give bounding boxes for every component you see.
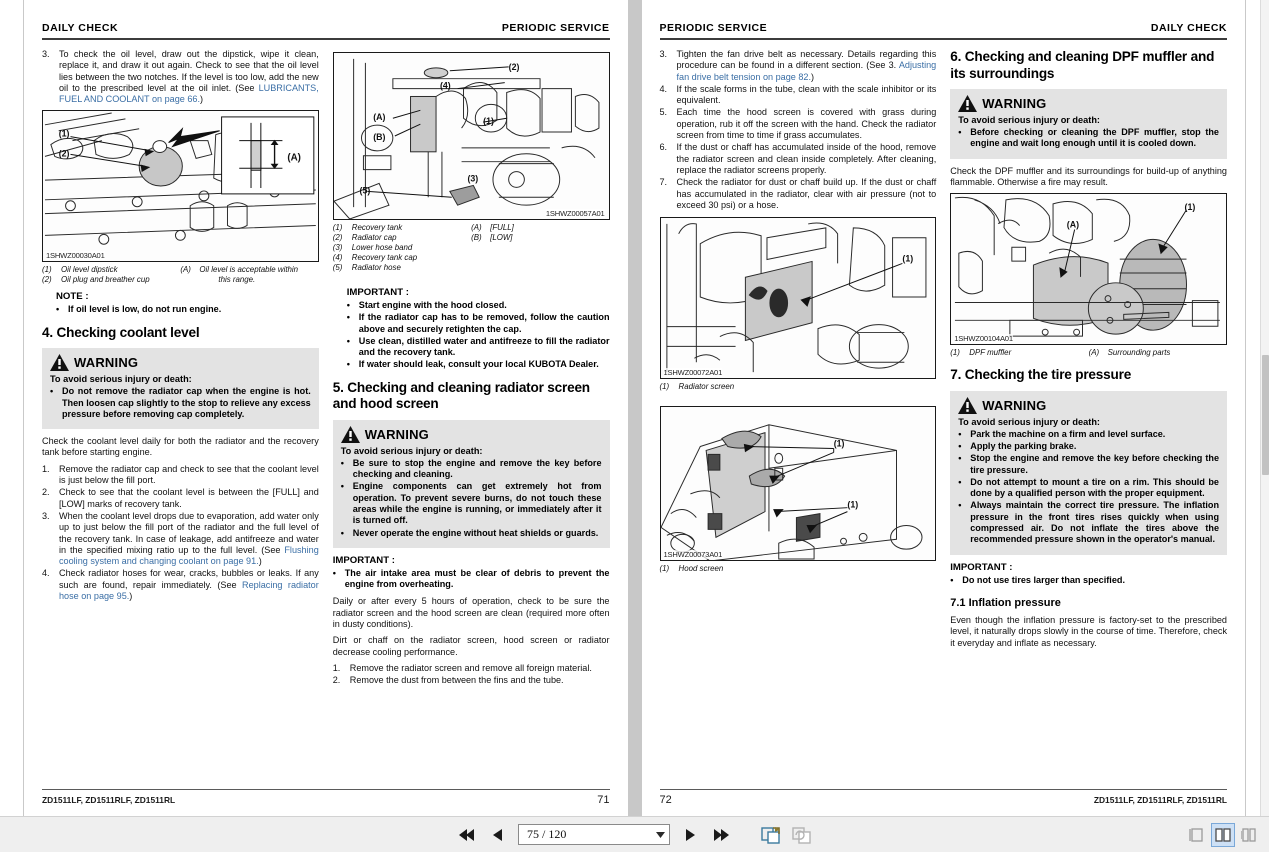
list-number: 1. — [42, 463, 50, 474]
warning-item-list — [958, 127, 1219, 150]
cross-reference-link[interactable]: Replacing radiator hose on page 95. — [59, 579, 319, 602]
svg-text:(2): (2) — [58, 148, 70, 159]
screen-step-list — [333, 663, 610, 687]
list-item: • The air intake area must be clear of debris to prevent the engine from overheating. — [333, 568, 610, 591]
single-page-view-button[interactable] — [1185, 823, 1209, 847]
list-item — [42, 487, 319, 510]
callout-key: (4) — [332, 253, 343, 262]
page-number-value: 75 / 120 — [527, 827, 567, 841]
single-page-view-icon — [1189, 827, 1205, 843]
page-columns-right — [660, 49, 1228, 789]
list-text: If the dust or chaff has accumulated inside of the hood, remove the radiator screen and clean inside completely. After cleaning, replace the radiator screens properly. — [676, 142, 937, 175]
figure-callout-list — [660, 382, 937, 392]
callout-row — [180, 265, 318, 285]
scrollbar-thumb[interactable] — [1262, 355, 1269, 475]
section-heading-7-1: 7.1 Inflation pressure — [950, 596, 1061, 609]
svg-text:(1): (1) — [833, 438, 844, 449]
figure-id-label: 1SHWZ00104A01 — [954, 334, 1013, 344]
callout-text: Radiator hose — [351, 263, 401, 272]
vertical-scrollbar[interactable] — [1260, 0, 1269, 816]
screen-paragraph-2: Dirt or chaff on the radiator screen, hood screen or radiator decrease cooling performance. — [332, 635, 610, 657]
callout-key: (1) — [950, 348, 960, 358]
list-item — [660, 142, 937, 176]
list-item: • Start engine with the hood closed. — [347, 300, 610, 311]
callout-row — [660, 382, 798, 392]
warning-triangle-icon — [958, 95, 977, 112]
toolbar-navigation-group — [456, 824, 813, 846]
screen-paragraph-1: Daily or after every 5 hours of operation, check to be sure the radiator screen and the hood screen are clean (required more often in dusty conditions). — [332, 596, 610, 630]
callout-text: DPF muffler — [969, 348, 1012, 358]
first-page-button[interactable] — [456, 824, 478, 846]
callout-key: (A) — [471, 223, 482, 232]
figure-radiator-screen — [660, 217, 937, 379]
first-page-icon — [458, 828, 476, 842]
warning-item-list — [50, 386, 311, 420]
svg-text:(1): (1) — [846, 499, 858, 510]
list-text: Check to see that the coolant level is between the [FULL] and [LOW] marks of recovery tank. — [59, 487, 319, 509]
callout-key: (A) — [180, 265, 191, 275]
see-prefix: (See — [261, 544, 285, 555]
cross-reference-link[interactable]: Flushing cooling system and changing coolant on page 91. — [59, 544, 319, 567]
note-item-list — [56, 304, 319, 315]
page-footer-right — [660, 789, 1228, 816]
previous-page-button[interactable] — [487, 824, 509, 846]
warning-label: WARNING — [74, 355, 139, 371]
warning-box-radiator-screen — [333, 420, 610, 548]
two-page-view-icon — [1215, 827, 1231, 843]
callout-text: Hood screen — [678, 564, 724, 574]
callout-key: (1) — [659, 564, 670, 574]
figure-hood-screen-drawing — [661, 407, 936, 560]
cross-reference-link[interactable]: LUBRICANTS, FUEL AND COOLANT on page 66. — [59, 82, 319, 105]
callout-key: (A) — [1088, 348, 1100, 358]
svg-text:(1): (1) — [901, 253, 913, 264]
header-left-text: PERIODIC SERVICE — [659, 22, 768, 34]
warning-subtitle: To avoid serious injury or death: — [958, 115, 1100, 125]
coolant-step-list — [42, 464, 319, 603]
warning-triangle-icon — [341, 426, 360, 443]
header-left-text: DAILY CHECK — [42, 22, 119, 34]
left-page-column-2 — [333, 49, 610, 789]
list-text: If the scale forms in the tube, clean with the scale inhibitor or its equivalent. — [676, 83, 937, 106]
callout-text: Lower hose band — [351, 243, 413, 252]
callout-text: Oil level is acceptable within — [199, 265, 299, 275]
list-text: Tighten the fan drive belt as necessary. Details regarding this procedure can be found in a different section. — [676, 49, 937, 71]
section-heading-6: 6. Checking and cleaning DPF muffler and its surroundings — [950, 49, 1215, 81]
list-number: 1. — [332, 662, 341, 673]
list-item: • Stop the engine and remove the key before checking the tire pressure. — [958, 453, 1219, 476]
callout-column-right — [798, 382, 936, 392]
warning-subtitle: To avoid serious injury or death: — [958, 416, 1100, 427]
callout-text: Recovery tank cap — [351, 253, 418, 262]
open-new-window-icon — [761, 826, 781, 844]
important-title: IMPORTANT : — [950, 561, 1013, 573]
svg-text:(3): (3) — [467, 173, 478, 184]
callout-column-left — [333, 223, 471, 273]
callout-row — [42, 275, 180, 285]
list-number: 7. — [659, 177, 668, 188]
last-page-button[interactable] — [710, 824, 732, 846]
header-right-text: PERIODIC SERVICE — [501, 22, 610, 34]
viewer-toolbar — [0, 816, 1269, 852]
callout-row — [333, 223, 471, 233]
list-item — [42, 49, 319, 105]
footer-model-text: ZD1511LF, ZD1511RLF, ZD1511RL — [42, 795, 176, 805]
warning-box-tire-pressure — [950, 391, 1227, 555]
callout-key: (3) — [332, 243, 343, 252]
important-block-2 — [333, 555, 610, 591]
callout-row — [471, 223, 609, 233]
list-item: • Do not remove the radiator cap when the engine is hot. Then loosen cap slightly to the stop to relieve any excess pressure before removing cap completely. — [50, 386, 311, 420]
warning-item-list — [958, 429, 1219, 546]
footer-page-number: 72 — [659, 794, 672, 806]
list-item — [660, 84, 937, 107]
callout-row — [42, 265, 180, 275]
dpf-paragraph: Check the DPF muffler and its surroundings for build-up of anything flammable. Otherwise a fire may result. — [950, 165, 1227, 187]
list-text: When the coolant level drops due to evaporation, add water only up to just below the fill port of the radiator and the full level of the recovery tank. In case of leakage, add antifreeze and water in the specified mixing ratio up to the full level. — [59, 510, 319, 555]
warning-header — [50, 354, 311, 371]
list-number: 4. — [42, 568, 50, 579]
list-number: 6. — [659, 142, 668, 153]
warning-header — [958, 95, 1219, 112]
document-page-right — [642, 0, 1246, 816]
callout-row — [1089, 348, 1227, 358]
callout-key: (2) — [42, 275, 52, 285]
figure-callout-list — [950, 348, 1227, 358]
important-block — [333, 287, 610, 371]
inflation-pressure-paragraph: Even though the inflation pressure is factory-set to the prescribed level, it naturally drops slowly in the course of time. Therefore, check it everyday and inflate as necessary. — [950, 614, 1227, 648]
important-item-list — [333, 568, 610, 591]
figure-oil-dipstick-drawing — [43, 111, 318, 261]
callout-key: (1) — [659, 382, 670, 392]
footer-page-number: 71 — [597, 794, 610, 806]
list-item — [660, 107, 937, 141]
figure-radiator-screen-drawing — [661, 218, 936, 378]
list-item: • Before checking or cleaning the DPF muffler, stop the engine and wait long enough until it is cooled down. — [958, 127, 1219, 150]
refresh-icon — [792, 826, 812, 844]
page-footer-left — [42, 789, 610, 816]
see-suffix: ) — [258, 556, 262, 567]
callout-column-right — [798, 564, 936, 574]
coolant-intro-paragraph: Check the coolant level daily for both the radiator and the recovery tank before starting engine. — [42, 436, 319, 458]
right-page-column-2 — [950, 49, 1227, 789]
callout-text: [LOW] — [490, 233, 513, 242]
two-page-view-button[interactable] — [1211, 823, 1235, 847]
warning-label: WARNING — [364, 426, 429, 442]
see-suffix: ) — [129, 591, 133, 602]
warning-header — [341, 426, 602, 443]
spread-left-margin — [0, 0, 24, 816]
svg-text:(B): (B) — [373, 131, 386, 142]
warning-subtitle: To avoid serious injury or death: — [340, 445, 483, 456]
svg-text:(1): (1) — [1184, 201, 1196, 212]
note-block — [42, 291, 319, 315]
list-item: • Use clean, distilled water and antifreeze to fill the radiator and the recovery tank. — [347, 336, 610, 359]
warning-subtitle: To avoid serious injury or death: — [50, 374, 192, 385]
list-item: • If oil level is low, do not run engine. — [56, 304, 319, 315]
list-item — [42, 568, 319, 602]
callout-row — [333, 233, 471, 243]
note-title: NOTE : — [56, 291, 89, 303]
callout-column-right — [471, 223, 609, 273]
page-number-combobox[interactable] — [518, 824, 670, 845]
toolbar-view-mode-group — [1185, 823, 1261, 847]
callout-key: (B) — [471, 233, 482, 242]
document-page-left — [24, 0, 628, 816]
see-prefix: (See — [217, 579, 243, 590]
svg-text:(A): (A) — [373, 112, 386, 123]
warning-label: WARNING — [982, 397, 1047, 413]
callout-key: (1) — [332, 223, 343, 232]
warning-label: WARNING — [982, 96, 1047, 111]
figure-id-label: 1SHWZ00030A01 — [46, 251, 105, 261]
list-text: Each time the hood screen is covered with grass during operation, rub it off the screen with the hand. Check the radiator screen from time to time if grass accumulates. — [676, 107, 937, 141]
figure-id-label: 1SHWZ00073A01 — [663, 550, 723, 560]
figure-radiator-recovery-tank — [333, 52, 610, 220]
callout-row — [471, 233, 609, 243]
list-item — [660, 49, 937, 83]
list-item: • If water should leak, consult your local KUBOTA Dealer. — [347, 359, 610, 370]
callout-column-right — [1089, 348, 1227, 358]
see-suffix: ) — [200, 94, 204, 105]
callout-row — [333, 253, 471, 263]
callout-key: (5) — [332, 263, 343, 272]
page-header-left — [42, 22, 610, 38]
list-item: • If the radiator cap has to be removed, follow the caution above and securely retighten the cap. — [347, 312, 610, 335]
book-view-button[interactable] — [1237, 823, 1261, 847]
chevron-down-icon[interactable] — [656, 832, 665, 838]
callout-row — [333, 263, 471, 273]
previous-page-icon — [492, 828, 504, 842]
svg-text:(A): (A) — [287, 152, 301, 164]
figure-id-label: 1SHWZ00057A01 — [545, 209, 605, 218]
header-right-text: DAILY CHECK — [1150, 22, 1227, 34]
figure-hood-screen — [660, 406, 937, 561]
callout-text: Oil plug and breather cup — [61, 275, 150, 285]
list-text: Remove the radiator screen and remove all foreign material. — [349, 662, 592, 673]
callout-column-left — [660, 382, 798, 392]
open-in-new-window-button[interactable] — [760, 824, 782, 846]
section-heading-5: 5. Checking and cleaning radiator screen and hood screen — [332, 379, 590, 412]
warning-box-coolant — [42, 348, 319, 429]
callout-text: Radiator cap — [351, 233, 397, 242]
list-item: • Park the machine on a firm and level surface. — [958, 429, 1219, 440]
warning-item-list — [341, 458, 602, 539]
svg-text:(A): (A) — [1067, 219, 1080, 230]
callout-column-left — [42, 265, 180, 285]
list-item — [42, 511, 319, 567]
figure-callout-list — [333, 223, 610, 273]
list-item: • Be sure to stop the engine and remove the key before checking and cleaning. — [341, 458, 602, 481]
list-number: 3. — [42, 510, 50, 521]
list-text: Check the radiator for dust or chaff build up. If the dust or chaff has accumulated in the radiator, clear with air pressure (not to exceed 30 psi) or a hose. — [676, 177, 937, 210]
callout-column-left — [950, 348, 1088, 358]
callout-text-continued: this range. — [218, 275, 256, 285]
list-number: 2. — [42, 487, 50, 498]
warning-triangle-icon — [958, 397, 977, 414]
oil-level-step-list — [42, 49, 319, 105]
figure-id-label: 1SHWZ00072A01 — [663, 368, 723, 378]
svg-text:(1): (1) — [482, 116, 494, 127]
right-page-column-1 — [660, 49, 937, 789]
page-columns-left — [42, 49, 610, 789]
figure-dpf-muffler-drawing — [951, 194, 1226, 344]
list-number: 3. — [42, 49, 50, 59]
list-item — [660, 177, 937, 211]
callout-text: Radiator screen — [678, 382, 735, 392]
next-page-button[interactable] — [679, 824, 701, 846]
list-text: Check radiator hoses for wear, cracks, bubbles or leaks. If any such are found, repair immediately. — [59, 568, 319, 590]
list-text: Remove the dust from between the fins and the tube. — [349, 675, 564, 686]
callout-key: (2) — [332, 233, 343, 242]
list-text: Remove the radiator cap and check to see that the coolant level is just below the fill port. — [59, 463, 319, 486]
list-item: • Never operate the engine without heat shields or guards. — [341, 528, 602, 539]
important-item-list — [347, 300, 610, 371]
list-item: • Apply the parking brake. — [958, 441, 1219, 452]
important-title: IMPORTANT : — [346, 287, 409, 298]
warning-header — [958, 397, 1219, 414]
list-item — [333, 663, 610, 674]
figure-dpf-muffler — [950, 193, 1227, 345]
left-page-column-1 — [42, 49, 319, 789]
important-block-tire — [950, 562, 1227, 586]
see-prefix: (See 3. — [866, 60, 899, 71]
list-number: 3. — [659, 49, 668, 59]
list-number: 4. — [659, 83, 668, 94]
cross-reference-link[interactable]: Adjusting fan drive belt tension on page 82. — [676, 60, 937, 82]
svg-text:(1): (1) — [58, 129, 70, 140]
svg-text:(4): (4) — [439, 80, 451, 91]
callout-text: Surrounding parts — [1107, 348, 1171, 358]
section-heading-7: 7. Checking the tire pressure — [950, 367, 1132, 383]
list-item — [333, 675, 610, 686]
figure-callout-list — [660, 564, 937, 574]
list-item: • Do not use tires larger than specified. — [950, 575, 1227, 586]
last-page-icon — [712, 828, 730, 842]
callout-row — [333, 243, 471, 253]
warning-box-dpf-muffler — [950, 89, 1227, 159]
list-number: 5. — [659, 107, 668, 118]
list-item — [42, 464, 319, 487]
important-title: IMPORTANT : — [332, 554, 395, 566]
page-header-right — [660, 22, 1228, 38]
refresh-button[interactable] — [791, 824, 813, 846]
callout-column-right — [180, 265, 318, 285]
list-text: To check the oil level, draw out the dipstick, wipe it clean, replace it, and draw it out again. Check to see that the oil level lies between the two notches. If the level is too low, add the new oil to the prescribed level at the oil inlet. — [59, 49, 319, 93]
figure-oil-dipstick — [42, 110, 319, 262]
list-item: • Engine components can get extremely hot from operation. To prevent severe burns, do not touch these areas while the engine is running, or immediately after it is turned off. — [341, 481, 602, 526]
list-item: • Always maintain the correct tire pressure. The inflation pressure in the front tires rises quickly when using compressed air. Do not inflate the tires above the recommended pressure shown in the operator's manual. — [958, 500, 1219, 545]
list-item: • Do not attempt to mount a tire on a rim. This should be done by a qualified person with the proper equipment. — [958, 477, 1219, 500]
figure-callout-list — [42, 265, 319, 285]
footer-model-text: ZD1511LF, ZD1511RLF, ZD1511RL — [1093, 795, 1227, 805]
list-number: 2. — [332, 675, 341, 686]
important-item-list — [950, 575, 1227, 586]
section-heading-4: 4. Checking coolant level — [42, 324, 200, 340]
callout-text: Oil level dipstick — [61, 265, 118, 275]
header-rule — [660, 38, 1228, 40]
book-view-icon — [1241, 827, 1257, 843]
svg-text:(2): (2) — [508, 61, 520, 72]
warning-triangle-icon — [50, 354, 69, 371]
svg-text:(5): (5) — [359, 185, 371, 196]
callout-key: (1) — [42, 265, 52, 275]
next-page-icon — [684, 828, 696, 842]
see-prefix: (See — [235, 82, 259, 93]
see-suffix: ) — [810, 71, 815, 82]
header-rule — [42, 38, 610, 40]
callout-text: [FULL] — [490, 223, 514, 232]
figure-recovery-tank-drawing — [334, 53, 609, 219]
callout-text: Recovery tank — [351, 223, 403, 232]
callout-column-left — [660, 564, 798, 574]
callout-row — [950, 348, 1088, 358]
callout-row — [660, 564, 798, 574]
radiator-maintenance-step-list — [660, 49, 937, 211]
page-gutter — [628, 0, 642, 816]
